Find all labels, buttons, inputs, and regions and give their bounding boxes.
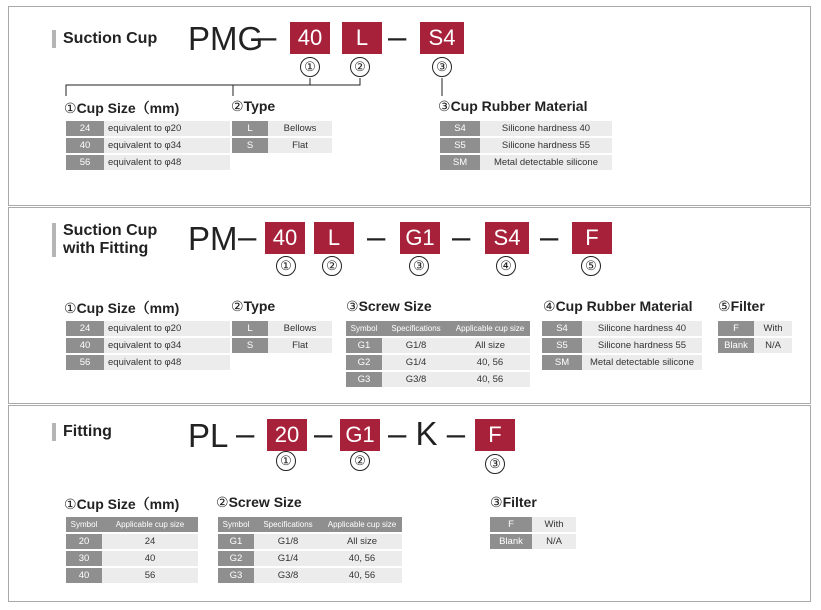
section-title: Fitting: [63, 423, 112, 440]
table-cell: equivalent to φ34: [104, 138, 230, 153]
code-dash: –: [314, 415, 333, 452]
table-row: [490, 517, 576, 532]
marker-2: ②: [322, 256, 342, 276]
section-title-line2: with Fitting: [63, 240, 149, 257]
table-cell: SM: [542, 355, 582, 370]
table-cell: Specifications: [254, 517, 322, 532]
table-cell: L: [232, 121, 268, 136]
table-cell: G2: [218, 551, 254, 566]
marker-1: ①: [276, 256, 296, 276]
table-header-row: [346, 321, 530, 336]
table-cell: 56: [66, 355, 104, 370]
code-cup-size: 40: [265, 222, 305, 254]
label-cup-size: [64, 494, 179, 514]
label-text: Filter: [730, 298, 765, 314]
label-text: Screw Size: [358, 298, 432, 314]
table-cell: Specifications: [382, 321, 450, 336]
code-type: L: [342, 22, 382, 54]
section-title: Suction Cup: [63, 30, 158, 47]
table-cell: Symbol: [66, 517, 102, 532]
label-filter: [718, 298, 765, 315]
table-cell: equivalent to φ34: [104, 338, 230, 353]
label-number: ③: [346, 298, 359, 314]
label-cup-size: [64, 298, 179, 318]
table-cell: G1/8: [254, 534, 322, 549]
section-accent-bar: [52, 30, 56, 48]
table-row: [718, 321, 792, 336]
table-cell: N/A: [754, 338, 792, 353]
table-row: [542, 321, 702, 336]
table-cell: G1/4: [254, 551, 322, 566]
table-row: [490, 534, 576, 549]
table-cell: Silicone hardness 55: [582, 338, 702, 353]
table-cell: Applicable cup size: [450, 321, 530, 336]
label-type: [231, 98, 275, 115]
marker-1: ①: [300, 57, 320, 77]
table-type: [232, 119, 332, 155]
table-row: [66, 338, 230, 353]
code-dash: –: [236, 415, 255, 452]
table-row: [718, 338, 792, 353]
label-number: ④: [543, 298, 556, 314]
table-cell: G3: [346, 372, 382, 387]
table-cell: G3/8: [254, 568, 322, 583]
table-cell: 30: [66, 551, 102, 566]
table-row: [66, 551, 198, 566]
table-filter: [718, 319, 792, 355]
table-cell: 56: [102, 568, 198, 583]
marker-4: ④: [496, 256, 516, 276]
table-cell: equivalent to φ20: [104, 121, 230, 136]
label-screw-size: [216, 494, 302, 511]
section-accent-bar: [52, 223, 56, 257]
label-number: ⑤: [718, 298, 731, 314]
table-cell: 40, 56: [450, 372, 530, 387]
table-row: [232, 321, 332, 336]
table-cell: All size: [322, 534, 402, 549]
label-text: Type: [243, 298, 276, 314]
table-cell: S: [232, 138, 268, 153]
table-row: [66, 138, 230, 153]
table-material: [542, 319, 702, 372]
label-number: ①: [64, 496, 77, 512]
table-cell: 40: [66, 138, 104, 153]
table-cell: Applicable cup size: [102, 517, 198, 532]
table-cell: 40, 56: [322, 568, 402, 583]
label-number: ①: [64, 300, 77, 316]
table-cell: 40: [102, 551, 198, 566]
table-cell: Flat: [268, 138, 332, 153]
table-cell: S4: [542, 321, 582, 336]
label-type: [231, 298, 275, 315]
label-number: ②: [231, 98, 244, 114]
section-accent-bar: [52, 423, 56, 441]
table-cell: SM: [440, 155, 480, 170]
table-header-row: [66, 517, 198, 532]
table-row: [66, 121, 230, 136]
label-text: Cup Size（mm): [76, 100, 180, 116]
code-screw-size: G1: [340, 419, 380, 451]
marker-3: ③: [432, 57, 452, 77]
table-type: [232, 319, 332, 355]
label-number: ③: [438, 98, 451, 114]
table-row: [218, 551, 402, 566]
table-cell: equivalent to φ20: [104, 321, 230, 336]
table-material: [440, 119, 612, 172]
table-cell: 40: [66, 568, 102, 583]
label-text: Screw Size: [228, 494, 302, 510]
table-cell: G1: [218, 534, 254, 549]
table-cell: Symbol: [218, 517, 254, 532]
table-cell: S5: [440, 138, 480, 153]
table-cell: F: [490, 517, 532, 532]
table-row: [66, 355, 230, 370]
table-cell: With: [754, 321, 792, 336]
label-text: Cup Rubber Material: [555, 298, 693, 314]
table-cell: Silicone hardness 40: [480, 121, 612, 136]
label-number: ②: [216, 494, 229, 510]
table-row: [440, 121, 612, 136]
model-prefix: PMG: [188, 20, 264, 57]
code-dash: –: [367, 218, 386, 255]
label-text: Type: [243, 98, 276, 114]
table-cell: G2: [346, 355, 382, 370]
table-cell: 24: [66, 121, 104, 136]
table-cell: Metal detectable silicone: [582, 355, 702, 370]
model-prefix: PL: [188, 417, 229, 454]
label-filter: [490, 494, 537, 511]
table-cup-size: [66, 319, 230, 372]
code-dash: –: [452, 218, 471, 255]
code-dash: –: [388, 18, 407, 55]
table-cell: Bellows: [268, 321, 332, 336]
table-row: [66, 155, 230, 170]
code-cup-size: 20: [267, 419, 307, 451]
table-cell: G3/8: [382, 372, 450, 387]
table-screw-size: [346, 319, 530, 389]
table-cell: Applicable cup size: [322, 517, 402, 532]
table-cell: All size: [450, 338, 530, 353]
table-row: [232, 138, 332, 153]
table-cell: 20: [66, 534, 102, 549]
label-cup-size: [64, 98, 179, 118]
table-row: [440, 138, 612, 153]
marker-3: ③: [485, 454, 505, 474]
table-row: [232, 338, 332, 353]
label-text: Filter: [502, 494, 537, 510]
table-row: [66, 568, 198, 583]
table-cell: S4: [440, 121, 480, 136]
table-row: [542, 338, 702, 353]
marker-1: ①: [276, 451, 296, 471]
table-cell: N/A: [532, 534, 576, 549]
label-text: Cup Rubber Material: [450, 98, 588, 114]
label-material: [543, 298, 692, 315]
code-material: S4: [420, 22, 464, 54]
label-text: Cup Size（mm): [76, 496, 180, 512]
table-cell: With: [532, 517, 576, 532]
code-filter: F: [475, 419, 515, 451]
table-row: [66, 534, 198, 549]
table-cell: S5: [542, 338, 582, 353]
table-row: [66, 321, 230, 336]
code-dash: –: [258, 18, 277, 55]
table-cell: G1/4: [382, 355, 450, 370]
code-type: L: [314, 222, 354, 254]
code-dash: –: [540, 218, 559, 255]
table-cell: Symbol: [346, 321, 382, 336]
code-material: S4: [485, 222, 529, 254]
table-filter: [490, 515, 576, 551]
label-material: [438, 98, 587, 115]
table-row: [346, 372, 530, 387]
table-row: [232, 121, 332, 136]
label-text: Cup Size（mm): [76, 300, 180, 316]
marker-5: ⑤: [581, 256, 601, 276]
table-cell: 24: [102, 534, 198, 549]
table-cell: G1/8: [382, 338, 450, 353]
section-title-line1: Suction Cup: [63, 222, 158, 239]
table-row: [218, 568, 402, 583]
table-row: [346, 355, 530, 370]
label-number: ③: [490, 494, 503, 510]
table-row: [218, 534, 402, 549]
table-cell: equivalent to φ48: [104, 155, 230, 170]
table-row: [440, 155, 612, 170]
marker-3: ③: [409, 256, 429, 276]
table-row: [542, 355, 702, 370]
code-filter: F: [572, 222, 612, 254]
table-cell: F: [718, 321, 754, 336]
table-cell: Silicone hardness 40: [582, 321, 702, 336]
code-separator-k: – K –: [388, 415, 466, 452]
code-cup-size: 40: [290, 22, 330, 54]
table-cell: Blank: [718, 338, 754, 353]
table-cell: 56: [66, 155, 104, 170]
code-screw-size: G1: [400, 222, 440, 254]
table-cell: 40: [66, 338, 104, 353]
table-cup-size: [66, 119, 230, 172]
table-screw-size: [218, 515, 402, 585]
table-cell: Metal detectable silicone: [480, 155, 612, 170]
table-row: [346, 338, 530, 353]
table-cell: S: [232, 338, 268, 353]
table-header-row: [218, 517, 402, 532]
table-cell: 40, 56: [322, 551, 402, 566]
table-cell: Blank: [490, 534, 532, 549]
table-cell: Flat: [268, 338, 332, 353]
table-cup-size: [66, 515, 198, 585]
label-screw-size: [346, 298, 432, 315]
label-number: ①: [64, 100, 77, 116]
table-cell: G1: [346, 338, 382, 353]
label-number: ②: [231, 298, 244, 314]
table-cell: L: [232, 321, 268, 336]
table-cell: equivalent to φ48: [104, 355, 230, 370]
table-cell: G3: [218, 568, 254, 583]
model-prefix: PM: [188, 220, 238, 257]
table-cell: Silicone hardness 55: [480, 138, 612, 153]
table-cell: Bellows: [268, 121, 332, 136]
marker-2: ②: [350, 451, 370, 471]
marker-2: ②: [350, 57, 370, 77]
table-cell: 24: [66, 321, 104, 336]
code-dash: –: [238, 218, 257, 255]
table-cell: 40, 56: [450, 355, 530, 370]
